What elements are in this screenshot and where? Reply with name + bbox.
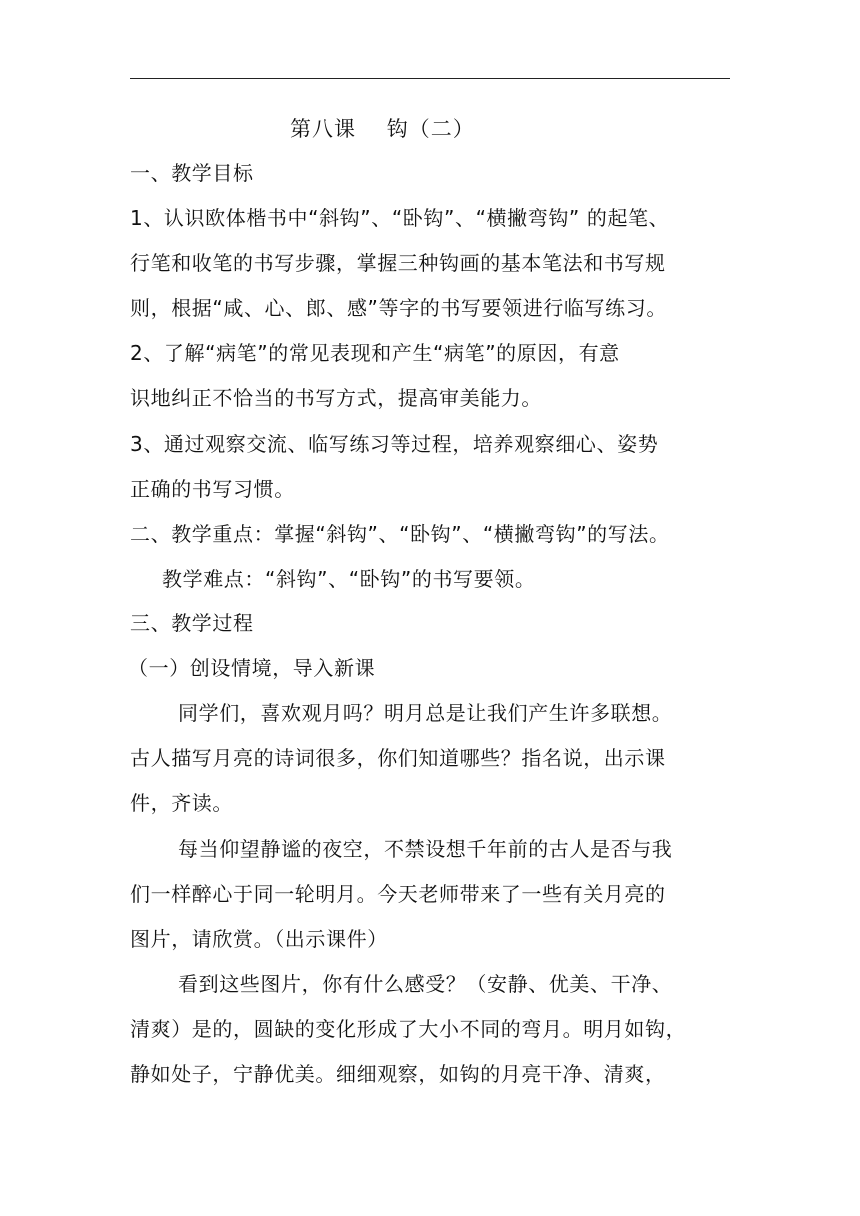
difficult-points: 教学难点：“斜钩”、“卧钩”的书写要领。 (162, 567, 536, 591)
paragraph-3-line-2: 清爽）是的，圆缺的变化形成了大小不同的弯月。明月如钩， (130, 1017, 687, 1041)
paragraph-1-line-3: 件，齐读。 (130, 791, 233, 815)
paragraph-1-line-2: 古人描写月亮的诗词很多，你们知道哪些？指名说，出示课 (130, 746, 666, 770)
paragraph-1-line-1: 同学们，喜欢观月吗？明月总是让我们产生许多联想。 (178, 701, 673, 725)
objective-3-line-1: 3、通过观察交流、临写练习等过程，培养观察细心、姿势 (130, 432, 659, 456)
objective-3-line-2: 正确的书写习惯。 (130, 477, 295, 501)
key-points: 二、教学重点：掌握“斜钩”、“卧钩”、“横撇弯钩”的写法。 (130, 522, 670, 546)
header-rule (130, 78, 730, 79)
section-heading-objectives: 一、教学目标 (130, 161, 254, 185)
objective-1-line-2: 行笔和收笔的书写步骤，掌握三种钩画的基本笔法和书写规 (130, 251, 666, 275)
paragraph-3-line-3: 静如处子，宁静优美。细细观察，如钩的月亮干净、清爽， (130, 1062, 666, 1086)
paragraph-2-line-3: 图片，请欣赏。（出示课件） (130, 927, 388, 951)
section-heading-process: 三、教学过程 (130, 611, 254, 635)
objective-2-line-1: 2、了解“病笔”的常见表现和产生“病笔”的原因，有意 (130, 341, 620, 365)
objective-1-line-3: 则，根据“咸、心、郎、感”等字的书写要领进行临写练习。 (130, 296, 667, 320)
paragraph-2-line-2: 们一样醉心于同一轮明月。今天老师带来了一些有关月亮的 (130, 882, 666, 906)
paragraph-3-line-1: 看到这些图片，你有什么感受？（安静、优美、干净、 (178, 972, 673, 996)
objective-2-line-2: 识地纠正不恰当的书写方式，提高审美能力。 (130, 386, 542, 410)
objective-1-line-1: 1、认识欧体楷书中“斜钩”、“卧钩”、“横撇弯钩” 的起笔、 (130, 206, 670, 230)
subsection-heading-intro: （一）创设情境，导入新课 (128, 656, 376, 680)
lesson-title: 第八课 钩（二） (290, 117, 475, 141)
paragraph-2-line-1: 每当仰望静谧的夜空，不禁设想千年前的古人是否与我 (178, 837, 673, 861)
